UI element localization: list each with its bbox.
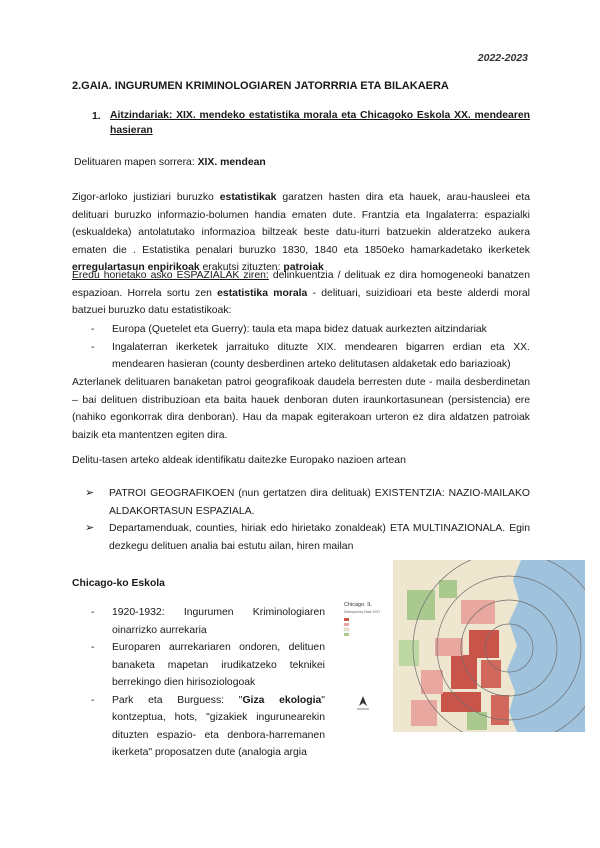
chicago-delinquency-map (341, 560, 585, 732)
subheading: Delituaren mapen sorrera: XIX. mendean (74, 157, 266, 168)
patterns-list (72, 485, 530, 555)
chicago-list (72, 604, 325, 762)
list-item: - 1920-1932: Ingurumen Kriminologiaren oinarrizko aurrekaria (72, 604, 325, 639)
paragraph-rates: Delitu-tasen arteko aldeak identifikatu daitezke Europako nazioen artean (72, 455, 406, 466)
section-number: 1. (92, 111, 101, 122)
map-subcaption: Delinquency Rate 1927 (344, 610, 381, 614)
map-caption: Chicago. IL (344, 602, 372, 608)
paragraph-statistics: Zigor-arloko justiziari buruzko estatistikak garatzen hasten dira eta hauek, arau-hausleei eta delituari buruzko informazio-bolumen handia ematen dute. Frantzia eta Ingalaterra: espazialki (eskualdeka) antolatutako informazioa biltzeak beste datu-iturri batzuekin alderatzeko aukera ematen die . Estatistika penalari buruzko 1830, 1840 eta 1850eko hamarkadetako ikerketek erregulartasun enpirikoak erakutsi zituzten: patroiak (72, 192, 530, 273)
chapter-title: 2.GAIA. INGURUMEN KRIMINOLOGIAREN JATORRRIA ETA BILAKAERA (72, 80, 449, 92)
document-year: 2022-2023 (477, 52, 528, 64)
list-item: - Europaren aurrekariaren ondoren, delituen banaketa mapetan irudikatzeko teknikei berrekingo dien hirisoziologoak (72, 639, 325, 692)
paragraph-patterns: Azterlanek delituaren banaketan patroi geografikoak daudela berresten dute - maila desberdinetan – bai delituen distribuzioan eta baita hauek denboran duten iraunkortasunean (persistencia) ere (nahiko egonkorrak dira denboran). Hau da mapak egiterakoan urteron ez dira aldatzen patroiak baizik eta mantentzen egiten dira. (72, 377, 530, 441)
chicago-school-title: Chicago-ko Eskola (72, 578, 165, 589)
list-item: - Europa (Quetelet eta Guerry): taula eta mapa bidez datuak aurkezten aitzindariak (72, 321, 530, 339)
map-image (341, 560, 585, 732)
arrow-bullet-icon: ➢ (85, 522, 95, 534)
list-item: - Ingalaterran ikerketek jarraituko dituzte XIX. mendearen bigarren erdian eta XX. mendearen hasieran (county desberdinen arteko delitutasen aldaketak edo bariazioak) (72, 339, 530, 374)
section-heading: Aitzindariak: XIX. mendeko estatistika morala eta Chicagoko Eskola XX. mendearen hasieran (110, 110, 530, 136)
paragraph-spatial: Eredu horietako asko ESPAZIALAK ziren: delinkuentzia / delituak ez dira homogeneoki banatzen espazioan. Horrela sortu zen estatistika morala - delituari, suizidioari eta beste alderdi moral batzuei buruzko datu estatistikoak: (72, 270, 530, 316)
arrow-bullet-icon: ➢ (85, 487, 95, 499)
list-item: - Park eta Burguess: "Giza ekologia" kontzeptua, hots, "gizakiek ingurunearekin dituzten espazio- eta denbora-harremanen ikerketa" proposatzen dute (analogia argia (72, 692, 325, 762)
list-item: ➢ Departamenduak, counties, hiriak edo hirietako zonaldeak) ETA MULTINAZIONALA. Egin dezkegu delituen analia bai estutu ailan, hiren mailan (85, 522, 530, 552)
list-item: ➢ PATROI GEOGRAFIKOEN (nun gertatzen dira delituak) EXISTENTZIA: NAZIO-MAILAKO ALDAKORTASUN ESPAZIALA. (85, 487, 530, 517)
pioneers-list (72, 321, 530, 374)
